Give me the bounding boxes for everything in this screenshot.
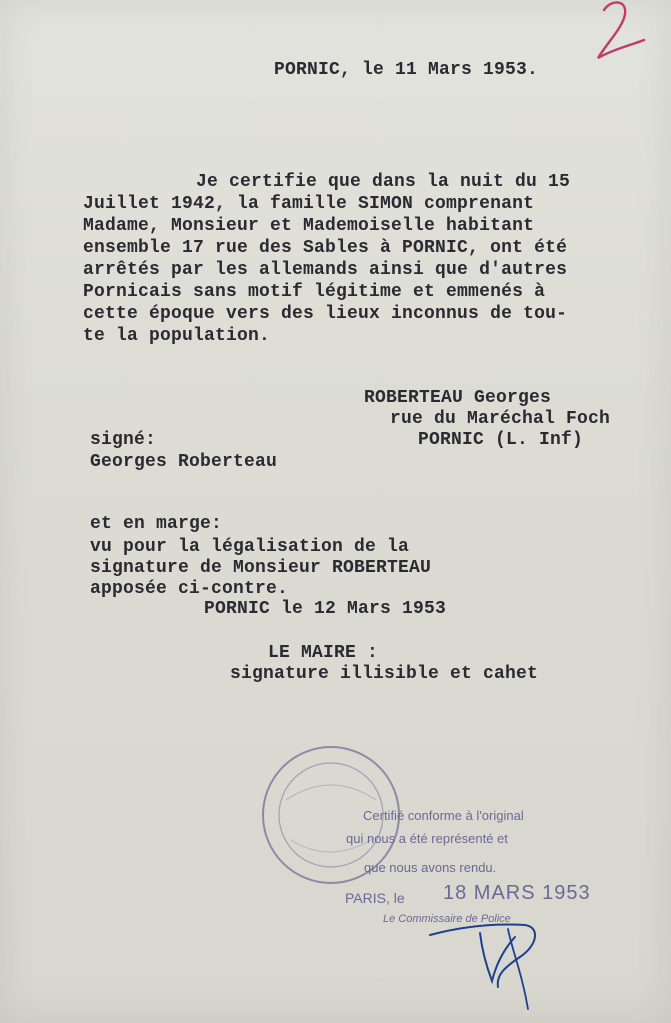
- body-line-2: Juillet 1942, la famille SIMON comprenant: [83, 194, 535, 214]
- sender-street: rue du Maréchal Foch: [390, 409, 611, 429]
- stamp-paris-label: PARIS, le: [345, 890, 405, 906]
- date-line: PORNIC, le 11 Mars 1953.: [274, 60, 539, 80]
- stamp-line-3: que nous avons rendu.: [364, 860, 497, 875]
- stamp-line-1: Certifié conforme à l'original: [363, 808, 524, 823]
- stamp-line-2: qui nous a été représenté et: [346, 831, 508, 846]
- sender-name: ROBERTEAU Georges: [364, 388, 552, 408]
- body-line-7: cette époque vers des lieux inconnus de tou-: [83, 304, 568, 324]
- mayor-note: signature illisible et cahet: [230, 664, 539, 684]
- signed-name: Georges Roberteau: [90, 452, 278, 472]
- body-line-5: arrêtés par les allemands ainsi que d'autres: [83, 260, 568, 280]
- body-line-6: Pornicais sans motif légitime et emmenés à: [83, 282, 546, 302]
- body-line-1: Je certifie que dans la nuit du 15: [196, 172, 571, 192]
- stamp-commissaire: Le Commissaire de Police: [383, 913, 511, 925]
- margin-note-intro: et en marge:: [90, 514, 223, 534]
- body-line-4: ensemble 17 rue des Sables à PORNIC, ont été: [83, 238, 568, 258]
- margin-note-line-3: apposée ci-contre.: [90, 579, 289, 599]
- signed-label: signé:: [90, 430, 157, 450]
- margin-note-line-2: signature de Monsieur ROBERTEAU: [90, 558, 432, 578]
- body-line-8: te la population.: [83, 326, 271, 346]
- handwritten-signature: [420, 905, 560, 1015]
- margin-note-place-date: PORNIC le 12 Mars 1953: [204, 599, 447, 619]
- handwritten-number-mark: [590, 0, 650, 70]
- body-line-3: Madame, Monsieur et Mademoiselle habitant: [83, 216, 535, 236]
- mayor-title: LE MAIRE :: [268, 643, 379, 663]
- margin-note-line-1: vu pour la légalisation de la: [90, 537, 410, 557]
- stamp-date: 18 MARS 1953: [443, 882, 591, 904]
- sender-city: PORNIC (L. Inf): [418, 430, 584, 450]
